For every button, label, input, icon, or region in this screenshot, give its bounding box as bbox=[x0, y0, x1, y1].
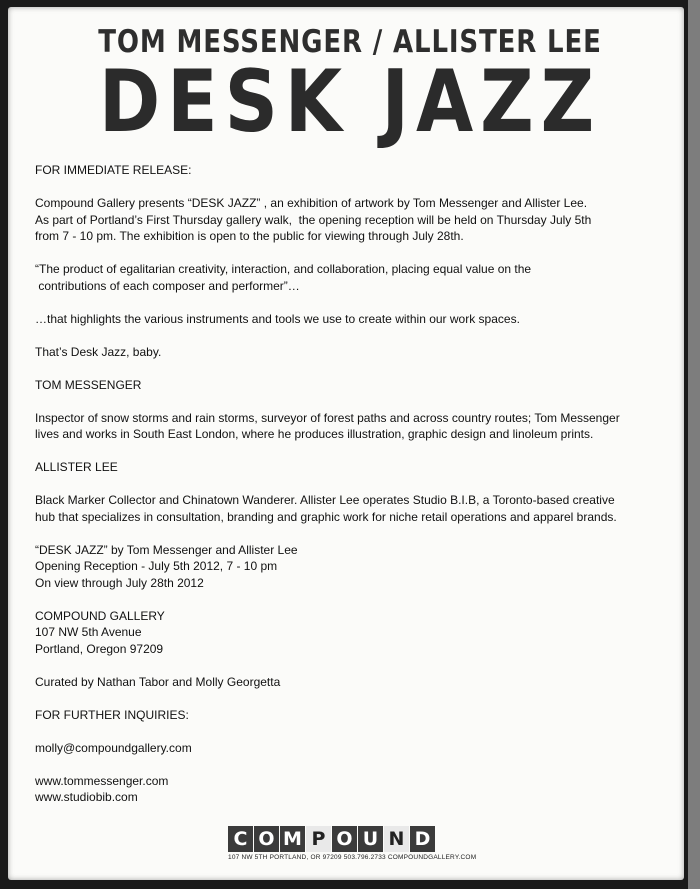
website-link[interactable]: www.tommessenger.com bbox=[35, 773, 169, 788]
exhibition-title: DESK JAZZ bbox=[98, 52, 602, 152]
quote-line: contributions of each composer and performer”… bbox=[35, 278, 300, 293]
websites bbox=[35, 773, 680, 806]
contact-email[interactable]: molly@compoundgallery.com bbox=[35, 740, 192, 755]
release-label: FOR IMMEDIATE RELEASE: bbox=[35, 163, 192, 177]
logo-letter: O bbox=[254, 826, 279, 852]
artist-names-heading: TOM MESSENGER / ALLISTER LEE bbox=[98, 24, 602, 60]
inquiries-label: FOR FURTHER INQUIRIES: bbox=[35, 707, 189, 722]
logo-letter: D bbox=[410, 826, 435, 852]
press-release-body bbox=[35, 162, 680, 822]
curated-by: Curated by Nathan Tabor and Molly Georgetta bbox=[35, 674, 281, 689]
artist2-bio-line: hub that specializes in consultation, branding and graphic work for niche retail operations and apparel brands. bbox=[35, 509, 617, 524]
artist2-bio bbox=[35, 492, 680, 525]
gallery-address-line: COMPOUND GALLERY bbox=[35, 608, 165, 623]
logo-letter: C bbox=[228, 826, 253, 852]
intro-line: Compound Gallery presents “DESK JAZZ” , an exhibition of artwork by Tom Messenger and Allister Lee. bbox=[35, 196, 588, 210]
tagline: That’s Desk Jazz, baby. bbox=[35, 344, 162, 359]
quote-line: “The product of egalitarian creativity, interaction, and collaboration, placing equal value on the bbox=[35, 262, 532, 276]
logo-letter: M bbox=[280, 826, 305, 852]
artist2-name: ALLISTER LEE bbox=[35, 460, 118, 474]
intro-paragraph bbox=[35, 195, 680, 245]
gallery-address-line: 107 NW 5th Avenue bbox=[35, 625, 142, 639]
artist1-bio-line: Inspector of snow storms and rain storms, surveyor of forest paths and across country routes; Tom Messenger bbox=[35, 410, 620, 425]
compound-logo bbox=[228, 826, 477, 861]
gallery-address bbox=[35, 608, 680, 658]
artist1-bio bbox=[35, 410, 680, 443]
artist1-bio-line: lives and works in South East London, where he produces illustration, graphic design and linoleum prints. bbox=[35, 427, 594, 441]
logo-address: 107 NW 5TH PORTLAND, OR 97209 503.796.2733 COMPOUNDGALLERY.COM bbox=[228, 854, 477, 861]
show-info-line: “DESK JAZZ” by Tom Messenger and Allister Lee bbox=[35, 542, 298, 557]
show-info bbox=[35, 542, 680, 592]
artist2-bio-line: Black Marker Collector and Chinatown Wanderer. Allister Lee operates Studio B.I.B, a Toronto-based creative bbox=[35, 493, 615, 507]
highlight-paragraph: …that highlights the various instruments and tools we use to create within our work spaces. bbox=[35, 311, 520, 326]
logo-letter: N bbox=[384, 826, 409, 852]
artist1-name: TOM MESSENGER bbox=[35, 377, 142, 392]
quote-paragraph bbox=[35, 261, 680, 294]
right-frame-edge bbox=[688, 0, 700, 889]
intro-line: from 7 - 10 pm. The exhibition is open to the public for viewing through July 28th. bbox=[35, 229, 464, 243]
logo-letter: O bbox=[332, 826, 357, 852]
show-info-line: On view through July 28th 2012 bbox=[35, 575, 204, 590]
website-link[interactable]: www.studiobib.com bbox=[35, 790, 138, 804]
logo-letter: U bbox=[358, 826, 383, 852]
show-info-line: Opening Reception - July 5th 2012, 7 - 10 pm bbox=[35, 559, 278, 573]
gallery-address-line: Portland, Oregon 97209 bbox=[35, 641, 164, 656]
logo-letter: P bbox=[306, 826, 331, 852]
intro-line: As part of Portland’s First Thursday gallery walk, the opening reception will be held on Thursday July 5th bbox=[35, 212, 592, 227]
logo-letters bbox=[228, 826, 468, 852]
